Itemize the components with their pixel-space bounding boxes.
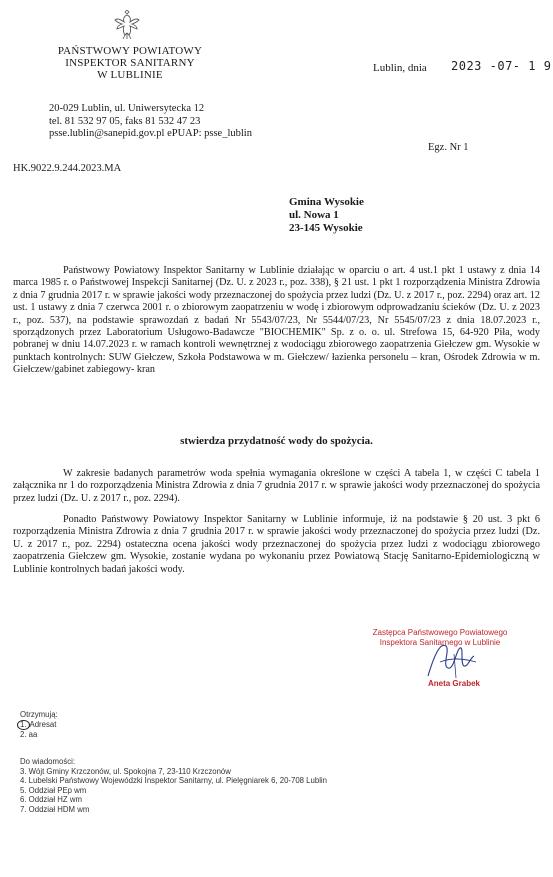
body-paragraph-2: W zakresie badanych parametrów woda spełnia wymagania określone w części A tabela 1, w części C tabela 1 załącznika nr 1 do rozporządzenia Ministra Zdrowia z dnia 7 grudnia 2017 r. w sprawie jakości wody przeznaczonej do spożycia przez ludzi (Dz. U. z 2017 r., poz. 2294). bbox=[13, 468, 540, 504]
distribution-for-information bbox=[20, 757, 327, 815]
distribution-item: 7. Oddział HDM wm bbox=[20, 804, 90, 814]
issuing-authority bbox=[50, 45, 210, 81]
authority-address bbox=[49, 103, 252, 141]
stamp-title-line-1: Zastępca Państwowego Powiatowego bbox=[372, 628, 508, 637]
distribution-item: 6. Oddział HZ wm bbox=[20, 795, 82, 805]
copy-number: Egz. Nr 1 bbox=[428, 142, 469, 153]
distribution-item: 3. Wójt Gminy Krzczonów, ul. Spokojna 7, 23-110 Krzczonów bbox=[20, 766, 231, 776]
reference-number: HK.9022.9.244.2023.MA bbox=[13, 163, 122, 174]
distribution-item-label: Adresat bbox=[29, 719, 57, 729]
information-heading: Do wiadomości: bbox=[20, 757, 76, 766]
distribution-item: 2. aa bbox=[20, 729, 38, 739]
distribution-item: 4. Lubelski Państwowy Wojewódzki Inspektor Sanitarny, ul. Pielęgniarek 6, 20-708 Lublin bbox=[20, 776, 327, 786]
recipient-street: ul. Nowa 1 bbox=[289, 209, 339, 221]
decision-statement: stwierdza przydatność wody do spożycia. bbox=[180, 435, 373, 447]
authority-line-3: W LUBLINIE bbox=[97, 69, 163, 81]
distribution-item bbox=[20, 720, 58, 730]
body-paragraph-3: Ponadto Państwowy Powiatowy Inspektor Sanitarny w Lublinie informuje, iż na podstawie § 20 ust. 3 pkt 6 rozporządzenia Ministra Zdrowia z dnia 7 grudnia 2017 r. w sprawie jakości wody przeznaczonej do spożycia przez ludzi (Dz. U. z 2017 r., poz. 2294) ostateczna ocena jakości wody przeznaczonej do spożycia przez ludzi z wodociągu zbiorowego zaopatrzenia Giełczew gm. Wysokie, zostanie wydana po wykonaniu przez Powiatową Stację Sanitarno-Epidemiologiczną w Lublinie kontrolnych badań jakości wody. bbox=[13, 514, 540, 575]
authority-line-1: PAŃSTWOWY POWIATOWY bbox=[57, 45, 203, 57]
distribution-heading: Otrzymują: bbox=[20, 710, 58, 719]
recipient-address bbox=[289, 196, 364, 235]
date-stamp: 2023 -07- 1 9 bbox=[451, 59, 552, 73]
authority-line-2: INSPEKTOR SANITARNY bbox=[65, 57, 195, 69]
handwritten-signature-icon bbox=[420, 636, 482, 684]
address-street: 20-029 Lublin, ul. Uniwersytecka 12 bbox=[49, 103, 205, 114]
circled-number: 1. bbox=[17, 720, 30, 730]
stamp-official-name: Aneta Grabek bbox=[427, 679, 481, 688]
distribution-recipients bbox=[20, 710, 58, 739]
stamp-title-line-2: Inspektora Sanitarnego w Lublinie bbox=[379, 638, 501, 647]
recipient-name: Gmina Wysokie bbox=[289, 196, 364, 208]
distribution-item: 5. Oddział PEp wm bbox=[20, 785, 87, 795]
city-date-label: Lublin, dnia bbox=[373, 62, 427, 74]
body-paragraph-1: Państwowy Powiatowy Inspektor Sanitarny w Lublinie działając w oparciu o art. 4 ust.1 pkt 1 ustawy z dnia 14 marca 1985 r. o Państwowej Inspekcji Sanitarnej (Dz. U. z 2023 r., poz. 338), § 21 ust. 1 pkt 1 rozporządzenia Ministra Zdrowia z dnia 7 grudnia 2017 r. w sprawie jakości wody przeznaczonej do spożycia przez ludzi (Dz. U. z 2017 r., poz. 2294) oraz art. 12 ust. 1 ustawy z dnia 7 czerwca 2001 r. o zbiorowym zaopatrzeniu w wodę i zbiorowym odprowadzaniu ścieków (Dz. U. z 2023 r., poz. 537), na podstawie sprawozdań z badań Nr 5543/07/23, Nr 5544/07/23, Nr 5545/07/23 z dnia 18.07.2023 r., sporządzonych przez Laboratorium Usługowo-Badawcze "BIOCHEMIK" Sp. z o. o. ul. Strefowa 15, 64-920 Piła, wody pobranej w dniu 14.07.2023 r. w ramach kontroli wewnętrznej z wodociągu zbiorowego zaopatrzenia Giełczew gm. Wysokie w punktach kontrolnych: SUW Giełczew, Szkoła Podstawowa w m. Giełczew/ łazienka personelu – kran, Ośrodek Zdrowia w m. Giełczew/gabinet zabiegowy- kran bbox=[13, 265, 540, 376]
address-email: psse.lublin@sanepid.gov.pl ePUAP: psse_lublin bbox=[49, 128, 252, 139]
recipient-city: 23-145 Wysokie bbox=[289, 222, 363, 234]
polish-eagle-emblem-icon bbox=[114, 10, 140, 40]
address-phone: tel. 81 532 97 05, faks 81 532 47 23 bbox=[49, 115, 201, 127]
